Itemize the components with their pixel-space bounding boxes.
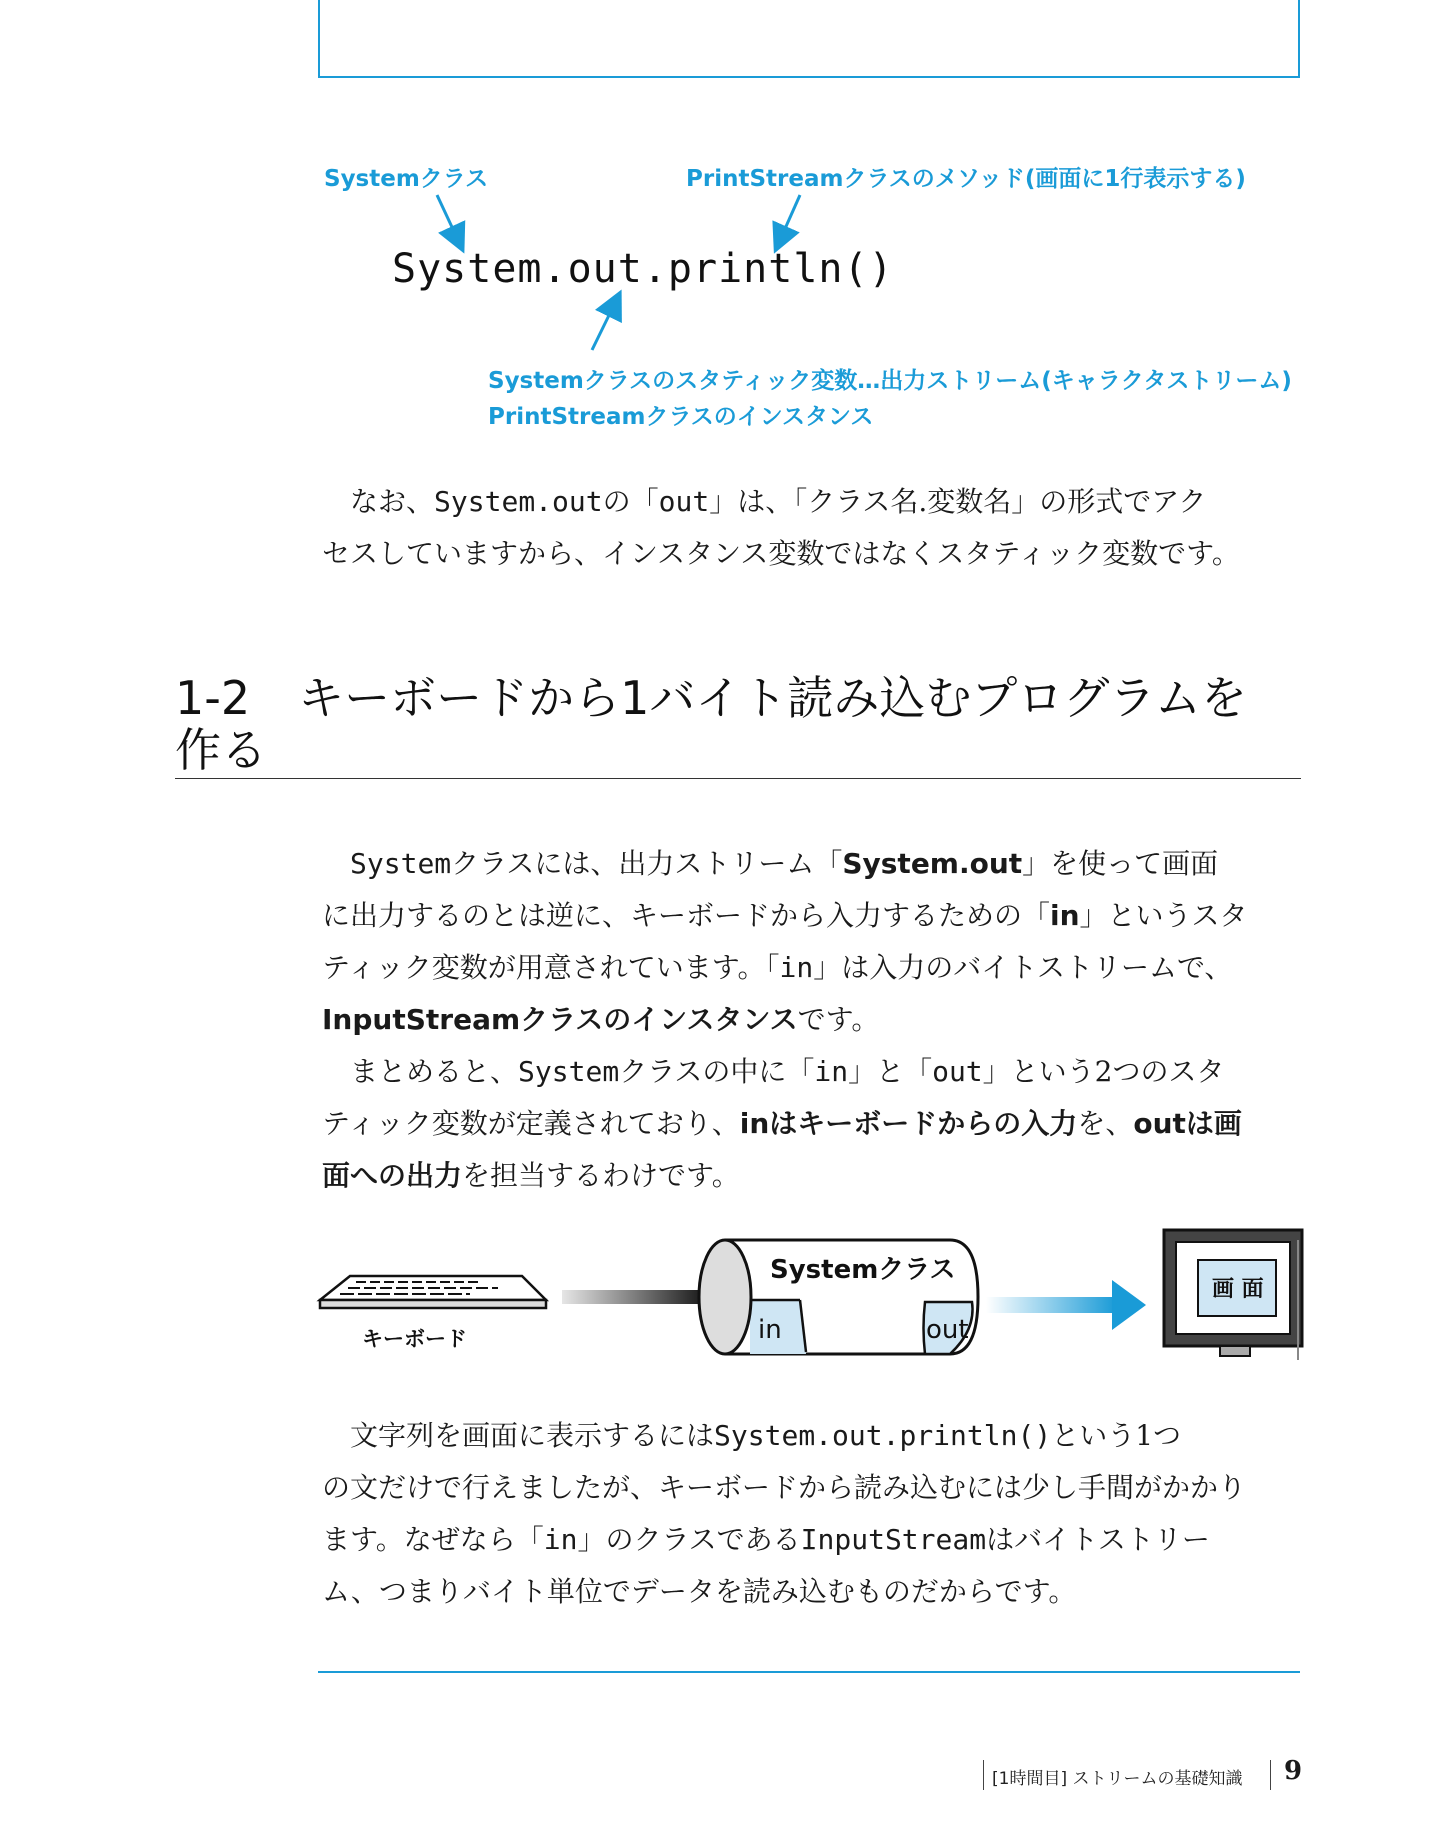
out-label: out [926, 1315, 969, 1345]
keyboard-illustration [320, 1276, 546, 1308]
section-number: 1-2 [175, 671, 251, 725]
paragraph-3-line-1: まとめると、Systemクラスの中に「in」と「out」という2つのスタ [350, 1055, 1225, 1088]
arrow-to-system [437, 195, 458, 240]
paragraph-2-line-1: Systemクラスには、出力ストリーム「System.out」を使って画面 [350, 847, 1219, 880]
paragraph-4-line-4: ム、つまりバイト単位でデータを読み込むものだからです。 [322, 1575, 1077, 1608]
input-arrow-shaft [562, 1290, 710, 1304]
page-number: 9 [1284, 1756, 1303, 1786]
in-label: in [758, 1315, 782, 1345]
code-example: System.out.println() [392, 246, 894, 292]
output-arrow-shaft [986, 1297, 1116, 1313]
bottom-rule [318, 1671, 1300, 1673]
paragraph-1-line-1: なお、System.outの「out」は、「クラス名.変数名」の形式でアク [350, 485, 1207, 518]
callout-println-method: PrintStreamクラスのメソッド(画面に1行表示する) [686, 166, 1246, 192]
paragraph-3-line-3: 面への出力を担当するわけです。 [322, 1159, 740, 1192]
footer-divider-left [983, 1760, 984, 1790]
footer-divider-right [1270, 1760, 1271, 1790]
paragraph-3 [322, 1046, 1242, 1202]
keyboard-label: キーボード [362, 1327, 467, 1351]
output-arrow-head [1112, 1280, 1146, 1330]
callout-system-class: Systemクラス [324, 166, 489, 192]
section-heading [175, 672, 1247, 776]
paragraph-2-line-4: InputStreamクラスのインスタンスです。 [322, 1003, 880, 1036]
callout-out-variable-line1: Systemクラスのスタティック変数…出力ストリーム(キャラクタストリーム) [488, 368, 1292, 394]
paragraph-4 [322, 1410, 1246, 1618]
paragraph-1 [322, 476, 1240, 580]
section-rule [175, 778, 1301, 779]
callout-arrows [0, 0, 1433, 420]
paragraph-2-line-3: ティック変数が用意されています。「in」は入力のバイトストリームで、 [322, 951, 1233, 984]
screen-label: 画 面 [1212, 1277, 1264, 1302]
paragraph-4-line-3: ます。なぜなら「in」のクラスであるInputStreamはバイトストリー [322, 1523, 1210, 1556]
stream-diagram [300, 1220, 1310, 1400]
arrow-to-out [592, 303, 615, 350]
cylinder-label: Systemクラス [770, 1255, 956, 1285]
section-title-line2: 作る [175, 723, 267, 777]
section-title-line1: キーボードから1バイト読み込むプログラムを [298, 671, 1247, 725]
footer-chapter: [1時間目] ストリームの基礎知識 [992, 1769, 1243, 1789]
callout-out-variable-line2: PrintStreamクラスのインスタンス [488, 404, 874, 430]
paragraph-1-line-2: セスしていますから、インスタンス変数ではなくスタティック変数です。 [322, 537, 1240, 570]
paragraph-4-line-1: 文字列を画面に表示するにはSystem.out.println()という1つ [350, 1419, 1182, 1452]
arrow-to-println [780, 195, 800, 240]
paragraph-2 [322, 838, 1248, 1046]
paragraph-2-line-2: に出力するのとは逆に、キーボードから入力するための「in」というスタ [322, 899, 1248, 932]
paragraph-4-line-2: の文だけで行えましたが、キーボードから読み込むには少し手間がかかり [322, 1471, 1247, 1504]
paragraph-3-line-2: ティック変数が定義されており、inはキーボードからの入力を、outは画 [322, 1107, 1242, 1140]
